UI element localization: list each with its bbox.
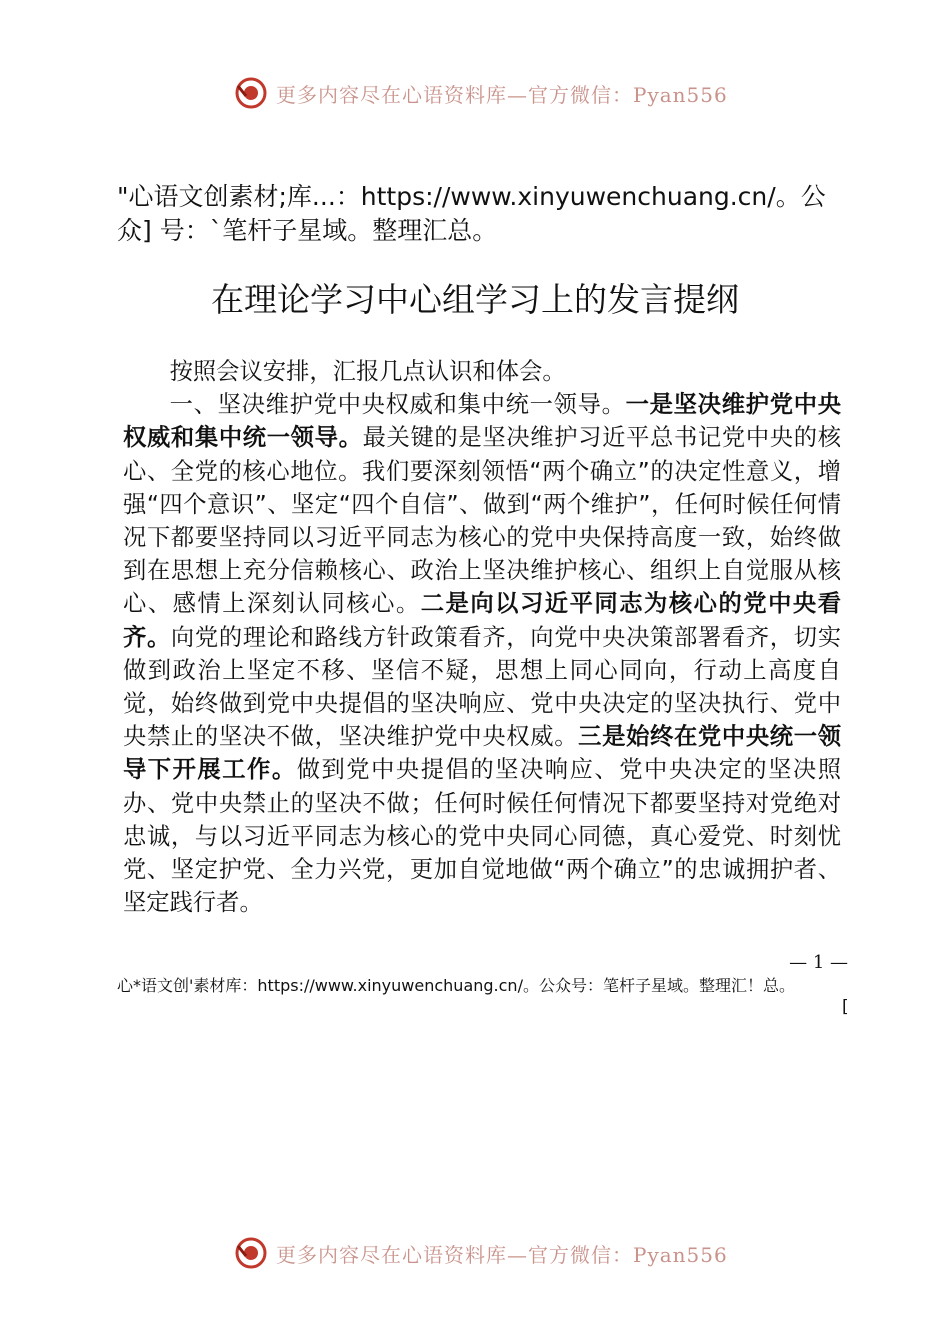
point1-heading: 一是坚决维护党中央权威和集中统一领导。 [123,391,842,452]
document-title: 在理论学习中心组学习上的发言提纲 [211,280,739,319]
logo-icon [234,1236,268,1270]
source-line: "心语文创素材;库...：https://www.xinyuwenchuang.cn/。公众] 号：`笔杆子星域。整理汇总。 [117,182,826,245]
footer-source: 心*语文创'素材库：https://www.xinyuwenchuang.cn/。公众号：笔杆子星域。整理汇！总。 [117,976,795,995]
section-paragraph [123,388,841,919]
point3-text: 做到党中央提倡的坚决响应、党中央决定的坚决照办、党中央禁止的坚决不做；任何时候任何情况下都要坚持对党绝对忠诚，与以习近平同志为核心的党中央同心同德，真心爱党、时刻忧党、坚定护党、全力兴党，更加自觉地做“两个确立”的忠诚拥护者、坚定践行者。 [123,756,842,917]
header-banner [234,73,754,113]
point1-text: 最关键的是坚决维护习近平总书记党中央的核心、全党的核心地位。我们要深刻领悟“两个确立”的决定性意义，增强“四个意识”、坚定“四个自信”、做到“两个维护”，任何时候任何情况下都要坚持同以习近平同志为核心的党中央保持高度一致，始终做到在思想上充分信赖核心、政治上坚决维护核心、组织上自觉服从核心、感情上深刻认同核心。 [123,424,842,618]
intro-paragraph: 按照会议安排，汇报几点认识和体会。 [169,358,566,385]
section-heading: 一、坚决维护党中央权威和集中统一领导。 [169,391,626,419]
banner-text: 更多内容尽在心语资料库—官方微信：Pyan556 [276,1242,728,1267]
footer-bracket: [ [842,997,849,1017]
footer-banner [234,1233,754,1273]
page-number: — 1 — [789,952,848,973]
logo-icon [234,76,268,110]
point3-heading: 三是始终在党中央统一领导下开展工作。 [123,723,842,784]
banner-text: 更多内容尽在心语资料库—官方微信：Pyan556 [276,82,728,107]
point2-heading: 二是向以习近平同志为核心的党中央看齐。 [123,590,842,651]
point2-text: 向党的理论和路线方针政策看齐，向党中央决策部署看齐，切实做到政治上坚定不移、坚信不疑，思想上同心同向，行动上高度自觉，始终做到党中央提倡的坚决响应、党中央决定的坚决执行、党中央禁止的坚决不做，坚决维护党中央权威。 [123,623,842,751]
document-body [123,355,841,919]
